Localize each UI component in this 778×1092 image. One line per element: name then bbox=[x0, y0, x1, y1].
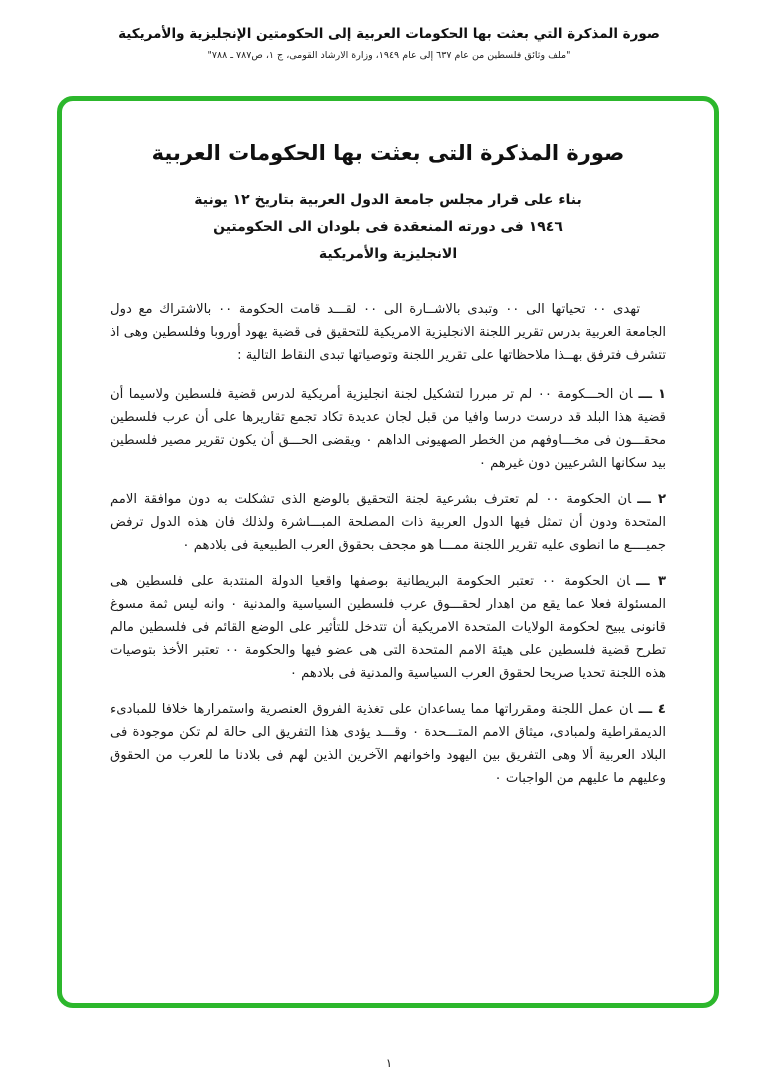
memo-points-list bbox=[110, 383, 666, 790]
memo-point-2 bbox=[110, 488, 666, 557]
point-text-1: ان الحـــكومة ٠٠ لم تر مبررا لتشكيل لجنة انجليزية أمريكية لدرس قضية فلسطين ولاسيما أن قضية هذا البلد قد درست درسا وافيا من قبل لجان عديدة تكاد تجمع تقاريرها على أن عرب فلسطين محقـــون فى مخـــاوفهم من الخطر الصهيونى الداهم ٠ ويقضى الحـــق أن يكون تقرير مصير فلسطين بيد سكانها الشرعيين دون غيرهم ٠ bbox=[110, 387, 667, 471]
subtitle-line-1: بناء على قرار مجلس جامعة الدول العربية بتاريخ ١٢ يونية bbox=[194, 192, 582, 208]
header-title: صورة المذكرة التي بعثت بها الحكومات العربية إلى الحكومتين الإنجليزية والأمريكية bbox=[118, 26, 660, 42]
memo-point-3 bbox=[110, 570, 666, 685]
source-citation: "ملف وثائق فلسطين من عام ٦٣٧ إلى عام ١٩٤٩، وزارة الارشاد القومى، ج ١، ص٧٨٧ ـ ٧٨٨" bbox=[207, 50, 571, 61]
point-text-3: ان الحكومة ٠٠ تعتبر الحكومة البريطانية بوصفها واقعيا الدولة المنتدبة على فلسطين هى المسئولة فعلا عما يقع من اهدار لحقـــوق عرب فلسطين السياسية والمدنية ٠ وانه ليس ثمة مسوغ قانونى يبيح لحكومة الولايات المتحدة الامريكية أن تتدخل للتأثير على الوضع القائم فى فلسطين مالم تطرح قضية فلسطين على هيئة الامم المتحدة التى هى عضو فيها والحكومة ٠٠ تعتبر الأخذ بتوصيات هذه اللجنة تحديا صريحا لحقوق العرب السياسية والمدنية فى بلادهم ٠ bbox=[110, 574, 666, 681]
green-document-frame bbox=[57, 96, 719, 1008]
document-title: صورة المذكرة التى بعثت بها الحكومات العربية bbox=[151, 141, 625, 165]
document-subtitle bbox=[110, 187, 666, 268]
page-number: ١ bbox=[385, 1056, 393, 1070]
intro-paragraph: تهدى ٠٠ تحياتها الى ٠٠ وتبدى بالاشــارة الى ٠٠ لقـــد قامت الحكومة ٠٠ بالاشتراك مع دول الجامعة العربية بدرس تقرير اللجنة الانجليزية الامريكية للتحقيق فى قضية يهود أوروبا وفلسطين وهى اذ تتشرف فترفق بهــذا ملاحظاتها على تقرير اللجنة وتوصياتها تبدى النقاط التالية : bbox=[110, 302, 666, 363]
point-text-2: ان الحكومة ٠٠ لم تعترف بشرعية لجنة التحقيق بالوضع الذى تشكلت به دون موافقة الامم المتحدة ودون أن تمثل فيها الدول العربية ذات المصلحة المبـــاشرة ولذلك فان هذه الدول ترفض جميــــع ما انطوى عليه تقرير اللجنة ممـــا هو مجحف بحقوق العرب الطبيعية فى بلادهم ٠ bbox=[110, 492, 666, 553]
point-number-3: ٣ ـــ bbox=[636, 574, 666, 589]
point-text-4: ان عمل اللجنة ومقرراتها مما يساعدان على تغذية الفروق العنصرية واستمرارها خلافا للمبادىء الديمقراطية ولمبادى، ميثاق الامم المتـــحدة ٠ وقـــد يؤدى هذا التفريق الى حالة لم تكن موجودة فى البلاد العربية ألا وهى التفريق بين اليهود واخوانهم الآخرين الذين لهم فى بلادنا ما للعرب من الحقوق وعليهم ما عليهم من الواجبات ٠ bbox=[110, 702, 666, 786]
page-header bbox=[0, 26, 778, 61]
memo-point-4 bbox=[110, 698, 666, 790]
point-number-2: ٢ ـــ bbox=[637, 492, 666, 507]
point-number-4: ٤ ـــ bbox=[638, 702, 666, 717]
subtitle-line-2: ١٩٤٦ فى دورته المنعقدة فى بلودان الى الحكومتين bbox=[213, 219, 563, 235]
subtitle-line-3: الانجليزية والأمريكية bbox=[318, 246, 458, 262]
memo-point-1 bbox=[110, 383, 666, 475]
point-number-1: ١ ـــ bbox=[638, 387, 666, 402]
